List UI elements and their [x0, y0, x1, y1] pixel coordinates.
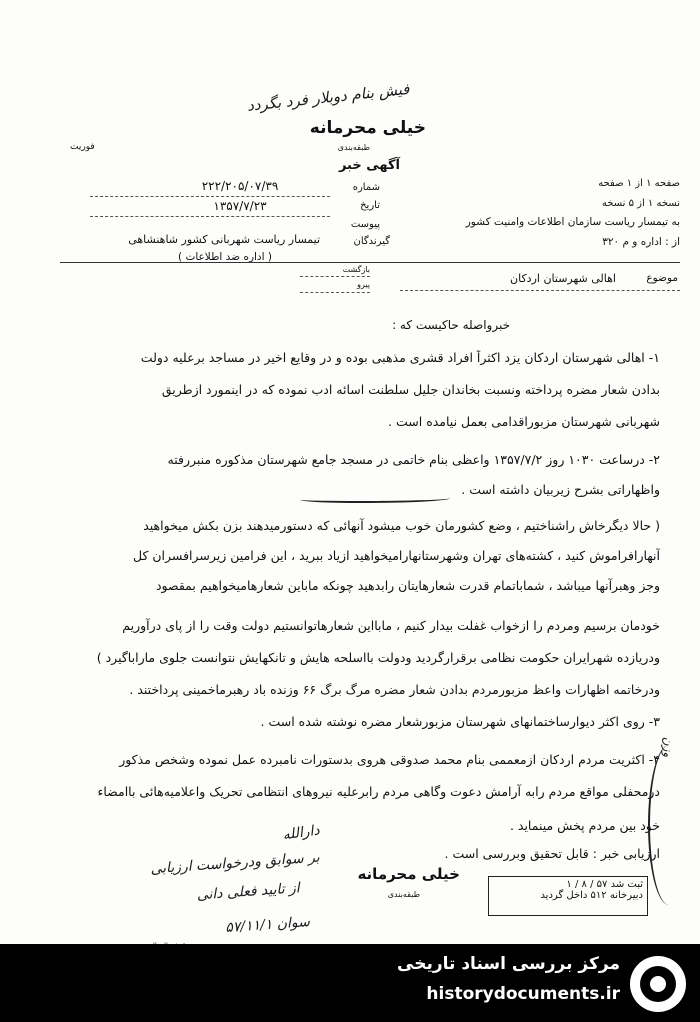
body-opening: خبرواصله حاکیست که :	[392, 318, 510, 332]
body-line: ۲- درساعت ۱۰۳۰ روز ۱۳۵۷/۷/۲ واعظی بنام خاتمی در مسجد جامع شهرستان مذکوره منبررفته	[167, 452, 660, 467]
classification-label-bottom: طبقه‌بندی	[387, 890, 420, 899]
subject-dotline	[400, 290, 680, 291]
handwritten-footer-4: سوان ۵۷/۱۱/۱	[224, 914, 311, 936]
classification-label-top: طبقه‌بندی	[337, 143, 370, 152]
watermark-url: historydocuments.ir	[426, 984, 620, 1004]
handwritten-underline	[300, 495, 450, 503]
body-line: شهربانی شهرستان مزبوراقدامی بعمل نیامده است .	[388, 414, 660, 429]
body-line: ارزیابی خبر : قابل تحقیق وبررسی است .	[444, 846, 660, 861]
handwritten-note-top: فیش بنام دوبلار فرد بگردد	[246, 79, 411, 115]
body-line: خودمان برسیم ومردم را ازخواب غفلت بیدار کنیم ، مابااین شعارهاتوانستیم دولت وقت را از پای درآوریم	[122, 618, 660, 633]
date-dotline	[90, 216, 330, 217]
from-line: از : اداره و م ۳۲۰	[602, 236, 680, 248]
body-line: ودریازده شهرایران حکومت نظامی برقرارگردید ودولت بااسلحه هایش و تانکهایش نتوانست جلوی ماراباگیرد )	[96, 650, 660, 665]
recipients-label: گیرندگان	[353, 236, 390, 247]
margin-signature-mark	[648, 745, 690, 905]
recipients-value: تیمسار ریاست شهربانی کشور شاهنشاهی	[128, 233, 320, 246]
body-line: ( حالا دیگرخاش راشناختیم ، وضع کشورمان خوب میشود آنهائی که دستورمیدهند بزن بکش میخواهید	[143, 518, 660, 533]
body-line: وجز وهبرآنها میباشد ، شماباتمام قدرت شعارهایتان رابدهید چونکه ماباین شعارهامیخواهیم بمقصود	[155, 578, 660, 593]
attachment-label: پیوست	[350, 219, 380, 230]
priority-label: فوریت	[70, 142, 95, 152]
handwritten-footer-2: بر سوابق ودرخواست ارزیابی	[149, 849, 321, 878]
recipients-sub: ( اداره ضد اطلاعات )	[178, 251, 272, 263]
number-value: ۲۲۲/۲۰۵/۰۷/۳۹	[201, 179, 279, 193]
subject-label: موضوع	[646, 272, 678, 284]
body-line: ودرخاتمه اظهارات واعظ مزبورمردم بدادن شعار مضره مرگ برگ ۶۶ وزنده باد رهبرماخمینی پرداختند .	[129, 682, 660, 697]
date-label: تاریخ	[360, 200, 380, 211]
number-dotline	[90, 196, 330, 197]
handwritten-footer-3: از تایید فعلی دانی	[196, 880, 301, 904]
to-line: به تیمسار ریاست سازمان اطلاعات وامنیت کشور	[465, 216, 680, 228]
followup-label: بازگشت	[342, 265, 370, 274]
classification-bottom: خیلی محرمانه	[357, 865, 460, 883]
classification-top: خیلی محرمانه	[309, 118, 426, 138]
watermark-site-name: مرکز بررسی اسناد تاریخی	[397, 954, 620, 974]
number-label: شماره	[352, 182, 380, 193]
body-line: خود بین مردم پخش مینماید .	[509, 818, 660, 833]
body-line: درمحفلی مواقع مردم رابه آرامش دعوت وگاهی مردم رابرعلیه نیروهای انتظامی تحریک واعلامیه‌هائی باامضاء	[97, 784, 660, 799]
stamp-line-2: دبیرخانه ۵۱۲ داخل گردید	[540, 890, 643, 901]
body-line: ۱- اهالی شهرستان اردکان یزد اکثراً افراد قشری مذهبی بوده و در وقایع اخیر در مساجد برعلیه دولت	[140, 350, 660, 365]
body-line: ۳- روی اکثر دیوارساختمانهای شهرستان مزبورشعار مضره نوشته شده است .	[260, 714, 660, 729]
doc-title: آگهی خبر	[338, 158, 400, 173]
watermark-logo-icon	[630, 956, 686, 1012]
date-value: ۱۳۵۷/۷/۲۳	[213, 199, 267, 213]
margin-note: وزن	[661, 736, 676, 758]
followup-dotline	[300, 276, 370, 277]
followup2-label: پیرو	[357, 280, 370, 289]
body-line: ۴- اکثریت مردم اردکان ازمعممی بنام محمد صدوقی هروی بدستورات نامبرده عمل نموده وشخص مذکور	[119, 752, 660, 767]
stamp-line-1: ثبت شد ۵۷ / ۸ / ۱	[566, 879, 643, 890]
subject-value: اهالی شهرستان اردکان	[510, 272, 616, 285]
page-row: صفحه ۱ از ۱ صفحه	[598, 178, 680, 189]
copy-row: نسخه ۱ از ۵ نسخه	[601, 198, 680, 209]
body-line: واظهاراتی بشرح زیربیان داشته است .	[461, 482, 660, 497]
watermark-band	[0, 944, 700, 1022]
handwritten-footer-1: دارالله	[281, 822, 321, 844]
body-line: آنهارافراموش کنید ، کشته‌های تهران وشهرستانهارامیخواهید ازیاد ببرید ، این فرامین زیرسرافسران کل	[132, 548, 660, 563]
registry-stamp	[488, 876, 648, 916]
body-line: بدادن شعار مضره پرداخته ونسبت بخاندان جلیل سلطنت اسائه ادب نموده که در اینمورد ازطریق	[161, 382, 660, 397]
header-rule	[60, 262, 680, 263]
followup2-dotline	[300, 292, 370, 293]
